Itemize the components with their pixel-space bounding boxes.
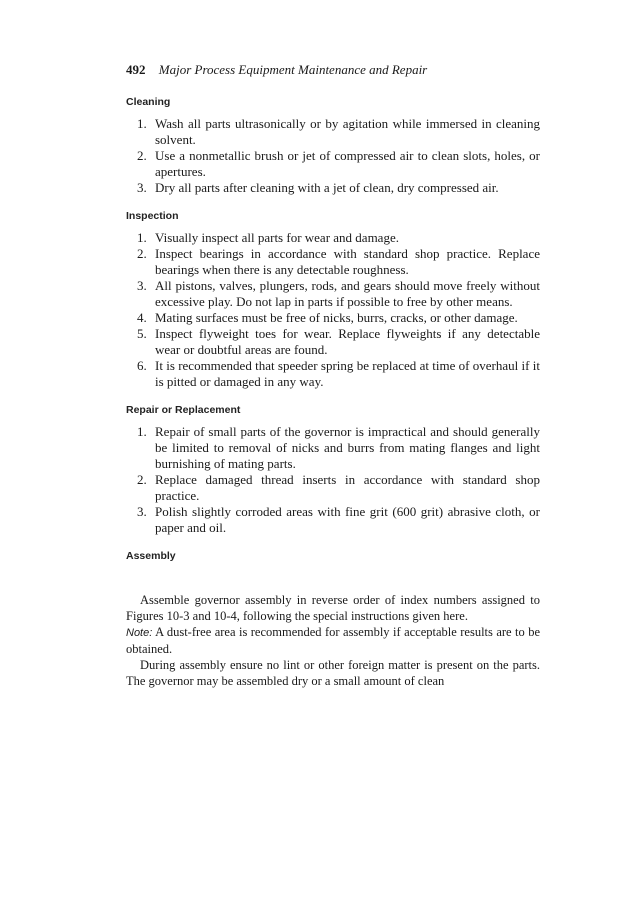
inspection-steps (126, 230, 540, 390)
step-number: 4. (137, 310, 147, 325)
assembly-paragraph: Assemble governor assembly in reverse order of index numbers assigned to Figures 10-3 and 10-4, following the special instructions given here. (126, 593, 540, 623)
list-item (126, 504, 540, 536)
inspection-heading: Inspection (126, 210, 179, 222)
list-item (126, 310, 540, 326)
step-text: Polish slightly corroded areas with fine grit (600 grit) abrasive cloth, or paper and oil. (155, 504, 540, 535)
book-page (126, 62, 540, 689)
cleaning-heading: Cleaning (126, 96, 171, 108)
section-spacer (126, 570, 540, 592)
list-item (126, 472, 540, 504)
repair-heading: Repair or Replacement (126, 404, 241, 416)
note-label: Note: (126, 627, 153, 639)
step-number: 2. (137, 148, 147, 163)
step-text: Dry all parts after cleaning with a jet of clean, dry compressed air. (155, 180, 499, 195)
list-item (126, 230, 540, 246)
step-text: Replace damaged thread inserts in accordance with standard shop practice. (155, 472, 540, 503)
list-item (126, 246, 540, 278)
list-item (126, 326, 540, 358)
note-text: A dust-free area is recommended for assembly if acceptable results are to be obtained. (126, 625, 540, 656)
step-number: 1. (137, 116, 147, 131)
step-number: 2. (137, 246, 147, 261)
note-paragraph (126, 624, 540, 657)
step-text: Visually inspect all parts for wear and damage. (155, 230, 399, 245)
step-text: It is recommended that speeder spring be replaced at time of overhaul if it is pitted or damaged in any way. (155, 358, 540, 389)
step-number: 1. (137, 424, 147, 439)
step-number: 5. (137, 326, 147, 341)
list-item (126, 358, 540, 390)
step-text: Wash all parts ultrasonically or by agitation while immersed in cleaning solvent. (155, 116, 540, 147)
step-number: 2. (137, 472, 147, 487)
step-number: 3. (137, 180, 147, 195)
step-text: All pistons, valves, plungers, rods, and gears should move freely without excessive play. Do not lap in parts if possible to free by other means. (155, 278, 540, 309)
step-number: 3. (137, 278, 147, 293)
step-number: 3. (137, 504, 147, 519)
assembly-heading: Assembly (126, 550, 176, 562)
list-item (126, 278, 540, 310)
step-text: Repair of small parts of the governor is impractical and should generally be limited to removal of nicks and burrs from mating flanges and light burnishing of mating parts. (155, 424, 540, 471)
list-item (126, 116, 540, 148)
page-number: 492 (126, 62, 146, 77)
cleaning-steps (126, 116, 540, 196)
list-item (126, 424, 540, 472)
repair-steps (126, 424, 540, 536)
book-title: Major Process Equipment Maintenance and Repair (158, 62, 428, 77)
step-text: Inspect bearings in accordance with standard shop practice. Replace bearings when there is any detectable roughness. (155, 246, 540, 277)
list-item (126, 148, 540, 180)
running-head (126, 62, 540, 78)
step-text: Mating surfaces must be free of nicks, burrs, cracks, or other damage. (155, 310, 518, 325)
step-number: 1. (137, 230, 147, 245)
step-text: Inspect flyweight toes for wear. Replace flyweights if any detectable wear or doubtful areas are found. (155, 326, 540, 357)
assembly-paragraph-continued: During assembly ensure no lint or other foreign matter is present on the parts. The governor may be assembled dry or a small amount of clean (126, 658, 540, 688)
list-item (126, 180, 540, 196)
step-text: Use a nonmetallic brush or jet of compressed air to clean slots, holes, or apertures. (155, 148, 540, 179)
step-number: 6. (137, 358, 147, 373)
